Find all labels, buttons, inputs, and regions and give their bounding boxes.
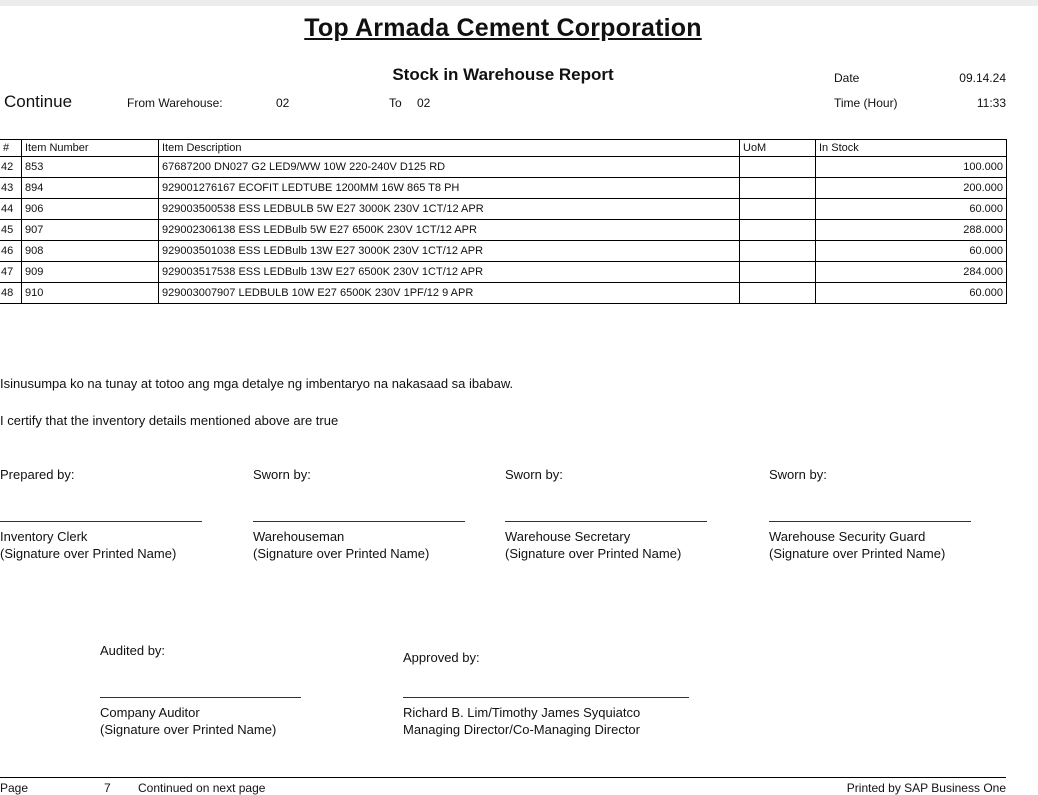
date-value: 09.14.24 xyxy=(959,71,1006,85)
sworn-by-label: Sworn by: xyxy=(505,467,563,482)
signature-line xyxy=(403,697,689,698)
item-description: 929003500538 ESS LEDBULB 5W E27 3000K 230V 1CT/12 APR xyxy=(159,199,740,220)
col-header-in-stock: In Stock xyxy=(816,140,1007,157)
sworn-by-label: Sworn by: xyxy=(769,467,827,482)
signature-line xyxy=(505,521,707,522)
warehouseman-title: Warehouseman xyxy=(253,529,345,544)
item-description: 929003517538 ESS LEDBulb 13W E27 6500K 230V 1CT/12 APR xyxy=(159,262,740,283)
table-row xyxy=(0,199,1007,220)
item-description: 929001276167 ECOFIT LEDTUBE 1200MM 16W 865 T8 PH xyxy=(159,178,740,199)
item-description: 929002306138 ESS LEDBulb 5W E27 6500K 230V 1CT/12 APR xyxy=(159,220,740,241)
to-value: 02 xyxy=(417,96,431,110)
in-stock: 284.000 xyxy=(816,262,1007,283)
row-index: 47 xyxy=(0,262,22,283)
item-number: 906 xyxy=(22,199,159,220)
in-stock: 60.000 xyxy=(816,241,1007,262)
to-label: To xyxy=(389,96,402,110)
signature-line xyxy=(100,697,301,698)
table-row xyxy=(0,178,1007,199)
item-description: 929003007907 LEDBULB 10W E27 6500K 230V 1PF/12 9 APR xyxy=(159,283,740,304)
certification-english: I certify that the inventory details mentioned above are true xyxy=(0,413,339,428)
sworn-by-label: Sworn by: xyxy=(253,467,311,482)
item-uom xyxy=(740,262,816,283)
stock-table xyxy=(0,139,1007,304)
item-uom xyxy=(740,241,816,262)
from-warehouse-value: 02 xyxy=(276,96,290,110)
item-uom xyxy=(740,199,816,220)
approved-by-label: Approved by: xyxy=(403,650,480,665)
continued-text: Continued on next page xyxy=(138,781,266,795)
in-stock: 288.000 xyxy=(816,220,1007,241)
top-bar xyxy=(0,0,1038,6)
time-label: Time (Hour) xyxy=(834,96,898,110)
signature-note: (Signature over Printed Name) xyxy=(100,722,277,737)
item-uom xyxy=(740,283,816,304)
report-title: Stock in Warehouse Report xyxy=(392,65,614,84)
company-title: Top Armada Cement Corporation xyxy=(304,14,702,42)
from-warehouse-label: From Warehouse: xyxy=(127,96,223,110)
in-stock: 60.000 xyxy=(816,283,1007,304)
date-label: Date xyxy=(834,71,860,85)
item-number: 907 xyxy=(22,220,159,241)
item-number: 909 xyxy=(22,262,159,283)
item-description: 929003501038 ESS LEDBulb 13W E27 3000K 230V 1CT/12 APR xyxy=(159,241,740,262)
page-label: Page xyxy=(0,781,29,795)
inventory-clerk-title: Inventory Clerk xyxy=(0,529,88,544)
signature-note: (Signature over Printed Name) xyxy=(253,546,430,561)
security-guard-title: Warehouse Security Guard xyxy=(769,529,926,544)
col-header-uom: UoM xyxy=(740,140,816,157)
table-row xyxy=(0,157,1007,178)
in-stock: 200.000 xyxy=(816,178,1007,199)
item-uom xyxy=(740,220,816,241)
row-index: 44 xyxy=(0,199,22,220)
printed-by: Printed by SAP Business One xyxy=(846,781,1006,795)
time-value: 11:33 xyxy=(976,96,1006,110)
continue-label: Continue xyxy=(4,92,73,111)
in-stock: 60.000 xyxy=(816,199,1007,220)
item-uom xyxy=(740,178,816,199)
company-auditor-title: Company Auditor xyxy=(100,705,200,720)
signature-line xyxy=(0,521,202,522)
in-stock: 100.000 xyxy=(816,157,1007,178)
approver-titles: Managing Director/Co-Managing Director xyxy=(403,722,640,737)
col-header-item-description: Item Description xyxy=(159,140,740,157)
row-index: 45 xyxy=(0,220,22,241)
certification-filipino: Isinusumpa ko na tunay at totoo ang mga detalye ng imbentaryo na nakasaad sa ibabaw. xyxy=(0,376,514,391)
signature-note: (Signature over Printed Name) xyxy=(769,546,946,561)
item-number: 908 xyxy=(22,241,159,262)
item-number: 853 xyxy=(22,157,159,178)
prepared-by-label: Prepared by: xyxy=(0,467,75,482)
table-row xyxy=(0,220,1007,241)
row-index: 42 xyxy=(0,157,22,178)
table-row xyxy=(0,241,1007,262)
audited-by-label: Audited by: xyxy=(100,643,166,658)
table-row xyxy=(0,283,1007,304)
table-row xyxy=(0,262,1007,283)
signature-line xyxy=(769,521,971,522)
approver-names: Richard B. Lim/Timothy James Syquiatco xyxy=(403,705,641,720)
signature-note: (Signature over Printed Name) xyxy=(505,546,682,561)
warehouse-secretary-title: Warehouse Secretary xyxy=(505,529,631,544)
col-header-item-number: Item Number xyxy=(22,140,159,157)
row-index: 43 xyxy=(0,178,22,199)
page-number: 7 xyxy=(104,781,111,795)
item-description: 67687200 DN027 G2 LED9/WW 10W 220-240V D125 RD xyxy=(159,157,740,178)
signature-line xyxy=(253,521,465,522)
item-uom xyxy=(740,157,816,178)
row-index: 46 xyxy=(0,241,22,262)
item-number: 910 xyxy=(22,283,159,304)
table-header-row xyxy=(0,140,1007,157)
col-header-index: # xyxy=(0,140,22,157)
footer-divider xyxy=(0,777,1006,778)
signature-note: (Signature over Printed Name) xyxy=(0,546,177,561)
row-index: 48 xyxy=(0,283,22,304)
item-number: 894 xyxy=(22,178,159,199)
